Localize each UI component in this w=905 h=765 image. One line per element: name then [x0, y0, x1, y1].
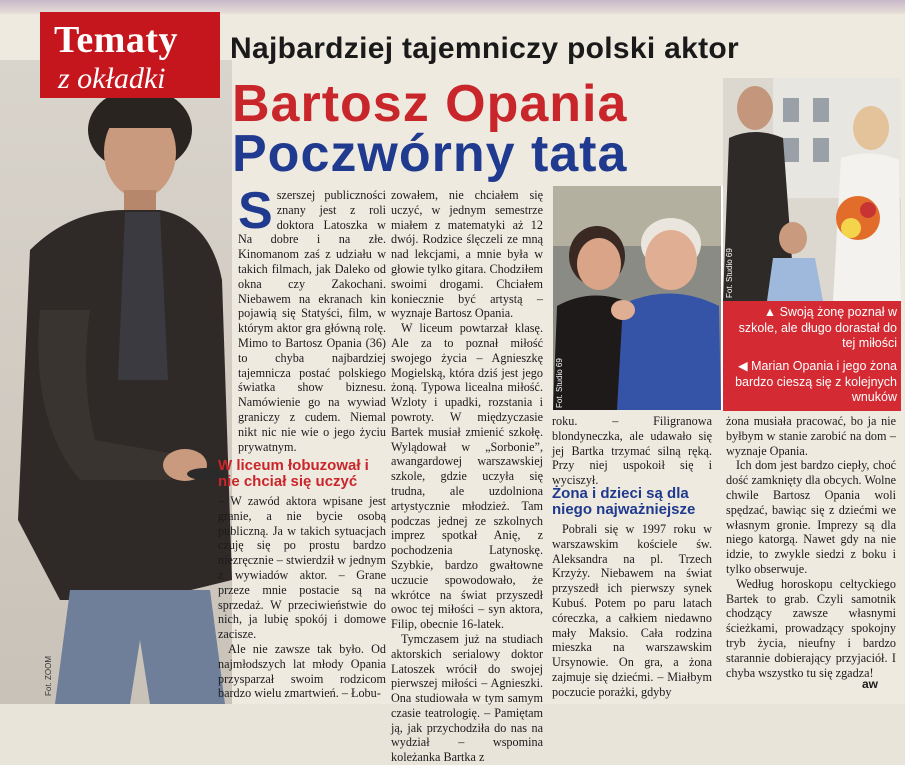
- photo-credit-parents: Fot. Studio 69: [555, 358, 564, 408]
- caption-wedding: ▲ Swoją żonę poznał w szkole, ale długo dorastał do tej miłości: [738, 305, 897, 350]
- parents-photo: [553, 186, 723, 410]
- badge-line2: z okładki: [58, 62, 166, 95]
- headline-subtitle: Poczwórny tata: [232, 125, 628, 183]
- actor-illustration: [0, 60, 232, 704]
- subheading-2: Żona i dzieci są dla niego najważniejsze: [552, 485, 696, 518]
- caption-box: [723, 301, 901, 411]
- col4-paragraph-1: żona musiała pracować, bo ja nie byłbym w stanie zarobić na dom – wyznaje Opania.: [726, 414, 896, 458]
- section-badge: [40, 12, 220, 98]
- article-column-4: [726, 414, 896, 680]
- subheading-1: W liceum łobuzował i nie chciał się uczyć: [218, 457, 369, 490]
- article-column-1: [238, 182, 386, 454]
- col4-paragraph-2: Ich dom jest bardzo ciepły, choć dość zamknięty dla obcych. Wolne chwile Bartosz Opania woli spędzać, bawiąc się z dziećmi we własnym gronie. Imprezy są dla niego katorgą. Nawet gdy na nie idzie, to zwykle siedzi z boku i tylko obserwuje.: [726, 458, 896, 576]
- col3-paragraph-2: Pobrali się w 1997 roku w warszawskim kościele św. Aleksandra na pl. Trzech Krzyży. Niebawem na świat przyszedł ich pierwszy synek Kubuś. Potem po paru latach córeczka, a całkiem niedawno mały Maksio. Cała rodzina mieszka na warszawskim Ursynowie. On gra, a żona zajmuje się dziećmi. – Miałbym poczucie porażki, gdyby: [552, 522, 712, 699]
- col1-paragraph-1: szerszej publiczności znany jest z roli doktora Latoszka w Na dobre i na złe. Kinomanom zaś z udziału w takich filmach, jak Daleko od okna czy Zakochani. Niebawem na ekranach kin pojawią się Statyści, film, w którym aktor gra główną rolę. Mimo to Bartosz Opania (36) to chyba najbardziej tajemnicza postać polskiego światka show biznesu. Namówienie go na wywiad graniczy z cudem. Niemal nikt nic nie wie o jego życiu prywatnym.: [238, 188, 386, 454]
- col4-paragraph-3: Według horoskopu celtyckiego Bartek to grab. Czyli samotnik chodzący zawsze własnymi ścieżkami, prowadzący spokojny tryb życia, nieufny i bardzo starannie dobierający przyjaciół. I chyba wszystko tu się zgadza!: [726, 576, 896, 680]
- parents-illustration: [553, 186, 721, 410]
- col2-paragraph-1: zowałem, nie chciałem się uczyć, w jednym semestrze miałem z matematyki aż 12 dwój. Rodzice ślęczeli ze mną nad lekcjami, a mnie była w głowie tylko gitara. Chodziłem swoimi drogami. Chciałem koniecznie być artystą – wyznaje Bartosz Opania.: [391, 188, 543, 321]
- headline-name: Bartosz Opania: [232, 75, 628, 133]
- headline-kicker: Najbardziej tajemniczy polski aktor: [230, 32, 740, 65]
- article-column-1b: [218, 494, 386, 701]
- caption-parents: ◀ Marian Opania i jego żona bardzo cieszą się z kolejnych wnuków: [735, 359, 897, 404]
- photo-credit-wedding: Fot. Studio 69: [725, 248, 734, 298]
- article-column-3: [552, 414, 712, 488]
- article-column-2: [391, 188, 543, 765]
- col2-paragraph-2: W liceum powtarzał klasę. Ale za to poznał miłość swojego życia – Agnieszkę Mogielską, która dziś jest jego żoną. Typowa licealna miłość. Wzloty i upadki, rozstania i powroty. W międzyczasie Bartek musiał zmienić szkołę. Wylądował w „Sorbonie”, awangardowej warszawskiej szkole, gdzie uczyła się trudna, ale uzdolniona artystycznie młodzież. Tam podczas jednej ze szkolnych imprez spotkał Anię, z pochodzenia Latynoskę. Szybkie, bardzo gwałtowne uczucie spowodowało, że wkrótce na świat przyszedł owoc tej miłości – syn aktora, Filip, obecnie 16-latek.: [391, 321, 543, 632]
- wedding-illustration: [723, 78, 901, 301]
- drop-cap: S: [238, 182, 273, 240]
- col3-paragraph-1: roku. – Filigranowa blondyneczka, ale udawało się jej Bartka trzymać silną ręką. Przy niej uspokoił się i wyciszył.: [552, 414, 712, 488]
- col2-paragraph-3: Tymczasem już na studiach aktorskich serialowy doktor Latoszek wrócił do swojej pierwszej miłości – Agnieszki. Ona studiowała w tym samym czasie teatrologię. – Pamiętam ją, jak przychodziła do nas na wydział – wspomina koleżanka Bartka z: [391, 631, 543, 765]
- author-signature: aw: [862, 677, 879, 691]
- photo-credit-main: Fot. ZOOM: [44, 656, 53, 696]
- badge-line1: Tematy: [54, 19, 179, 61]
- wedding-photo: [723, 78, 901, 301]
- col1-paragraph-2: – W zawód aktora wpisane jest granie, a nie bycie osobą publiczną. Ja w takich sytuacjach czuję się po prostu bardzo niezręcznie – stwierdził w jednym z wywiadów aktor. – Grane przeze mnie postacie są na sprzedaż. W przeciwieństwie do nich, ja lubię spokój i domowe zacisze.: [218, 494, 386, 642]
- col1-paragraph-3: Ale nie zawsze tak było. Od najmłodszych lat młody Opania przysparzał swoim rodzicom bardzo wielu zmartwień. – Łobu-: [218, 641, 386, 701]
- article-column-3b: [552, 522, 712, 700]
- actor-photo: [0, 60, 232, 704]
